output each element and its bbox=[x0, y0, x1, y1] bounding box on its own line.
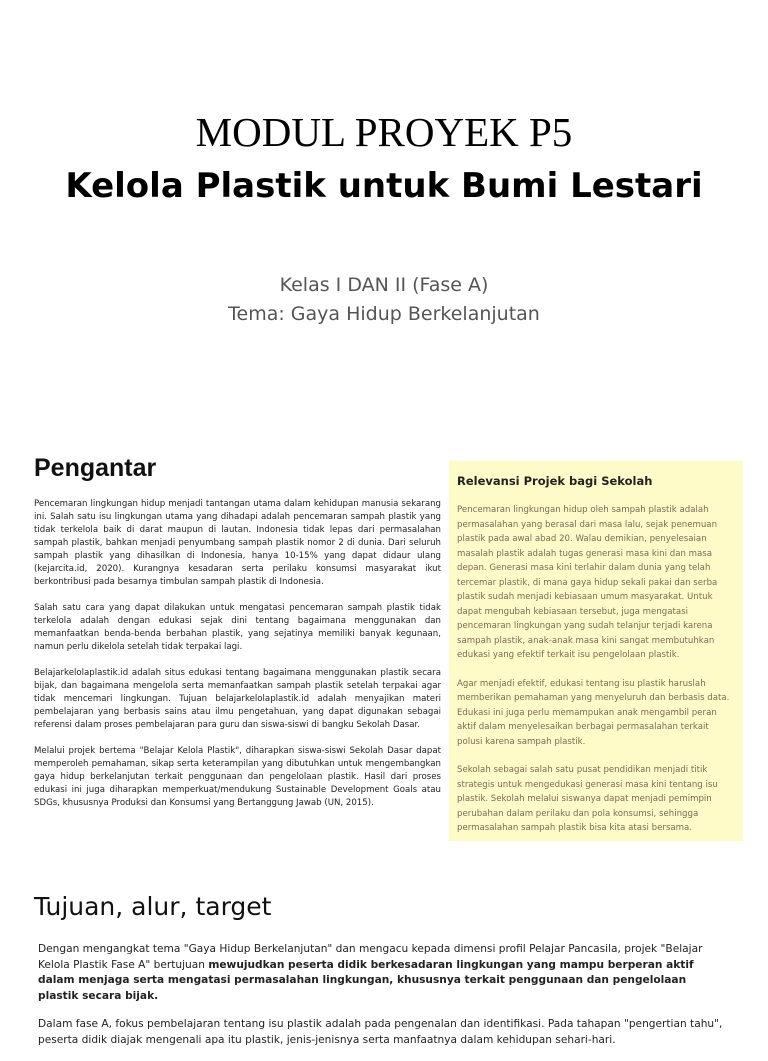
pengantar-paragraph: Melalui projek bertema "Belajar Kelola Plastik", diharapkan siswa-siswi Sekolah Dasar dapat memperoleh pemahaman, sikap serta keterampilan yang dibutuhkan untuk mengembangkan gaya hidup berkelanjutan terkait penggunaan dan pengelolaan plastik. Hasil dari proses edukasi ini juga diharapkan memperkuat/mendukung Sustainable Development Goals atau SDGs, khususnya Produksi dan Konsumsi yang Bertanggung Jawab (UN, 2015). bbox=[34, 746, 441, 808]
tujuan-goal-emphasis: mewujudkan peserta didik berkesadaran lingkungan yang mampu berperan aktif dalam menjaga serta mengatasi permasalahan lingkungan, khususnya terkait penggunaan dan pengelolaan plastik secara bijak. bbox=[38, 958, 694, 1002]
section-heading-tujuan: Tujuan, alur, target bbox=[34, 892, 272, 921]
sidebar-paragraph: Agar menjadi efektif, edukasi tentang isu plastik haruslah memberikan pemahaman yang menyeluruh dan berbasis data. Edukasi ini juga perlu memampukan anak mengambil peran aktif dalam menyelesaikan berbagai permasalahan terkait polusi karena sampah plastik. bbox=[457, 678, 730, 747]
sidebar-title: Relevansi Projek bagi Sekolah bbox=[457, 474, 653, 488]
module-title: MODUL PROYEK P5 bbox=[195, 109, 573, 155]
sidebar-body bbox=[457, 503, 735, 836]
section-heading-pengantar: Pengantar bbox=[34, 454, 157, 482]
tujuan-body bbox=[38, 942, 728, 1061]
pengantar-paragraph: Pencemaran lingkungan hidup menjadi tantangan utama dalam kehidupan manusia sekarang ini. Salah satu isu lingkungan utama yang dihadapi adalah pencemaran sampah plastik yang tidak terkelola baik di darat maupun di lautan. Indonesia tidak lepas dari permasalahan sampah plastik, bahkan menjadi penyumbang sampah plastik nomor 2 di dunia. Dari seluruh sampah plastik yang dihasilkan di Indonesia, hanya 10-15% yang dapat didaur ulang (kejarcita.id, 2020). Kurangnya kesadaran serta perilaku konsumsi masyarakat ikut berkontribusi pada besarnya timbulan sampah plastik di Indonesia. bbox=[34, 499, 441, 587]
theme-line: Tema: Gaya Hidup Berkelanjutan bbox=[228, 303, 540, 325]
tujuan-intro-text: Dengan mengangkat tema "Gaya Hidup Berkelanjutan" dan mengacu kepada dimensi profil Pelajar Pancasila, projek "Belajar Kelola Plastik Fase A" bertujuan bbox=[38, 943, 703, 971]
sidebar-paragraph: Pencemaran lingkungan hidup oleh sampah plastik adalah permasalahan yang berasal dari masa lalu, sejak penemuan plastik pada awal abad 20. Walau demikian, penyelesaian masalah plastik adalah tugas generasi masa kini dan masa depan. Generasi masa kini terlahir dalam dunia yang telah tercemar plastik, di mana gaya hidup sekali pakai dan serba plastik sudah menjadi kebiasaan umum masyarakat. Untuk dapat mengubah kebiasaan tersebut, juga mengatasi pencemaran lingkungan yang sudah telanjur terjadi karena sampah plastik, anak-anak masa kini sangat membutuhkan edukasi yang efektif terkait isu pengelolaan plastik. bbox=[457, 505, 718, 660]
module-subtitle: Kelola Plastik untuk Bumi Lestari bbox=[65, 166, 703, 206]
tujuan-paragraph: Dalam fase A, fokus pembelajaran tentang isu plastik adalah pada pengenalan dan identifikasi. Pada tahapan "pengertian tahu", peserta didik diajak mengenali apa itu plastik, jenis-jenisnya serta manfaatnya dalam kehidupan sehari-hari. bbox=[38, 1018, 723, 1046]
relevance-sidebar bbox=[449, 461, 743, 841]
pengantar-paragraph: Salah satu cara yang dapat dilakukan untuk mengatasi pencemaran sampah plastik tidak terkelola adalah dengan edukasi sejak dini tentang bagaimana menggunakan dan memanfaatkan benda-benda berbahan plastik, yang sejatinya memiliki banyak kegunaan, namun perlu dikelola setelah tidak terpakai lagi. bbox=[34, 603, 441, 652]
pengantar-body bbox=[34, 498, 441, 823]
tujuan-paragraph bbox=[38, 942, 728, 1004]
pengantar-paragraph: Belajarkelolaplastik.id adalah situs edukasi tentang bagaimana menggunakan plastik secara bijak, dan bagaimana mengelola serta memanfaatkan sampah plastik setelah terpakai agar tidak mencemari lingkungan. Tujuan belajarkelolaplastik.id adalah menyajikan materi pembelajaran yang berbasis sains atau ilmu pengetahuan, yang dapat digunakan sebagai referensi dalam proses pembelajaran para guru dan siswa-siswi di bangku Sekolah Dasar. bbox=[34, 668, 441, 730]
sidebar-paragraph: Sekolah sebagai salah satu pusat pendidikan menjadi titik strategis untuk mengedukasi generasi masa kini tentang isu plastik. Sekolah melalui siswanya dapat menjadi pemimpin perubahan dalam perilaku dan pola konsumsi, sehingga permasalahan sampah plastik bisa kita atasi bersama. bbox=[457, 765, 718, 833]
class-level: Kelas I DAN II (Fase A) bbox=[279, 274, 489, 296]
